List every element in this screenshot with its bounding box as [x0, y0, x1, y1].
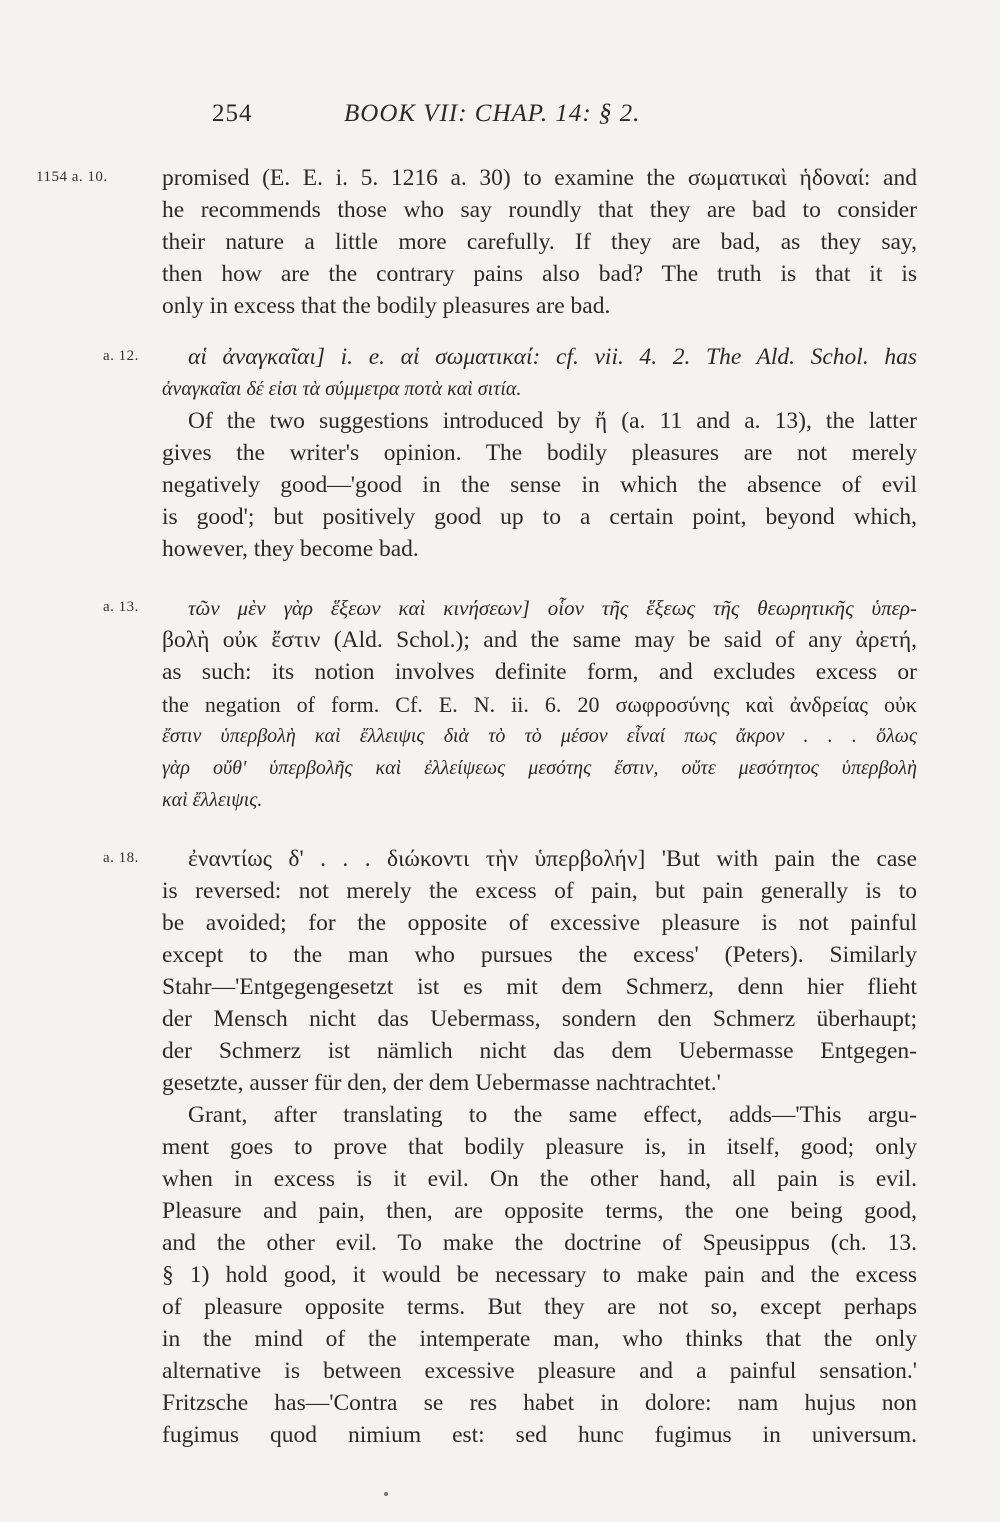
text-line: gesetzte, ausser für den, der dem Uebermasse nachtrachtet.'	[162, 1070, 721, 1096]
text-line: however, they become bad.	[162, 536, 419, 562]
text-line: then how are the contrary pains also bad? The truth is that it is	[162, 261, 917, 287]
text-line: ment goes to prove that bodily pleasure is, in itself, good; only	[162, 1134, 917, 1160]
line-reference: a. 18.	[103, 850, 139, 866]
text-line: Of the two suggestions introduced by ἤ (a. 11 and a. 13), the latter	[188, 408, 917, 434]
text-line: der Schmerz ist nämlich nicht das dem Uebermasse Entgegen-	[162, 1038, 917, 1064]
greek-quote-line: ἔστιν ὑπερβολὴ καὶ ἔλλειψις διὰ τὸ τὸ μέσον εἶναί πως ἄκρον . . . ὅλως	[162, 725, 917, 747]
text-line: promised (E. E. i. 5. 1216 a. 30) to examine the σωματικαὶ ἡδοναί: and	[162, 165, 917, 191]
text-line: gives the writer's opinion. The bodily pleasures are not merely	[162, 440, 917, 466]
line-reference: 1154 a. 10.	[36, 169, 108, 185]
text-line: Grant, after translating to the same effect, adds—'This argu-	[188, 1102, 917, 1128]
greek-quote-line: γὰρ οὔθ' ὑπερβολῆς καὶ ἐλλείψεως μεσότης ἔστιν, οὔτε μεσότητος ὑπερβολὴ	[162, 757, 917, 779]
text-line: except to the man who pursues the excess' (Peters). Similarly	[162, 942, 917, 968]
text-line: their nature a little more carefully. If they are bad, as they say,	[162, 229, 917, 255]
text-line: and the other evil. To make the doctrine of Speusippus (ch. 13.	[162, 1230, 917, 1256]
line-reference: a. 13.	[103, 599, 139, 615]
text-line: as such: its notion involves definite form, and excludes excess or	[162, 659, 917, 685]
text-line: alternative is between excessive pleasure and a painful sensation.'	[162, 1358, 917, 1384]
text-line: fugimus quod nimium est: sed hunc fugimus in universum.	[162, 1422, 917, 1448]
text-line: der Mensch nicht das Uebermass, sondern den Schmerz überhaupt;	[162, 1006, 917, 1032]
text-line: be avoided; for the opposite of excessive pleasure is not painful	[162, 910, 917, 936]
text-line: βολὴ οὐκ ἔστιν (Ald. Schol.); and the same may be said of any ἀρετή,	[162, 627, 917, 653]
printer-mark	[384, 1492, 388, 1496]
text-line: when in excess is it evil. On the other hand, all pain is evil.	[162, 1166, 917, 1192]
running-title: BOOK VII: CHAP. 14: § 2.	[344, 100, 641, 127]
lemma-line: ἐναντίως δ' . . . διώκοντι τὴν ὑπερβολήν] 'But with pain the case	[188, 846, 917, 872]
lemma-line: αἱ ἀναγκαῖαι] i. e. αἱ σωματικαί: cf. vii. 4. 2. The Ald. Schol. has	[188, 344, 917, 370]
text-line: only in excess that the bodily pleasures are bad.	[162, 293, 611, 319]
lemma-line: τῶν μὲν γὰρ ἕξεων καὶ κινήσεων] οἷον τῆς ἕξεως τῆς θεωρητικῆς ὑπερ-	[188, 596, 917, 620]
text-line: the negation of form. Cf. E. N. ii. 6. 20 σωφροσύνης καὶ ἀνδρείας οὐκ	[162, 692, 917, 717]
line-reference: a. 12.	[103, 348, 139, 364]
text-line: is good'; but positively good up to a certain point, beyond which,	[162, 504, 917, 530]
text-line: Fritzsche has—'Contra se res habet in dolore: nam hujus non	[162, 1390, 917, 1416]
text-line: § 1) hold good, it would be necessary to make pain and the excess	[162, 1262, 917, 1288]
text-line: Pleasure and pain, then, are opposite terms, the one being good,	[162, 1198, 917, 1224]
text-line: he recommends those who say roundly that they are bad to consider	[162, 197, 917, 223]
text-line: in the mind of the intemperate man, who thinks that the only	[162, 1326, 917, 1352]
greek-quote-line: ἀναγκαῖαι δέ εἰσι τὰ σύμμετρα ποτὰ καὶ σιτία.	[162, 378, 522, 400]
text-line: negatively good—'good in the sense in which the absence of evil	[162, 472, 917, 498]
text-line: Stahr—'Entgegengesetzt ist es mit dem Schmerz, denn hier flieht	[162, 974, 917, 1000]
page-number: 254	[212, 100, 253, 127]
text-line: of pleasure opposite terms. But they are not so, except perhaps	[162, 1294, 917, 1320]
text-line: is reversed: not merely the excess of pain, but pain generally is to	[162, 878, 917, 904]
greek-quote-line: καὶ ἔλλειψις.	[162, 789, 263, 811]
